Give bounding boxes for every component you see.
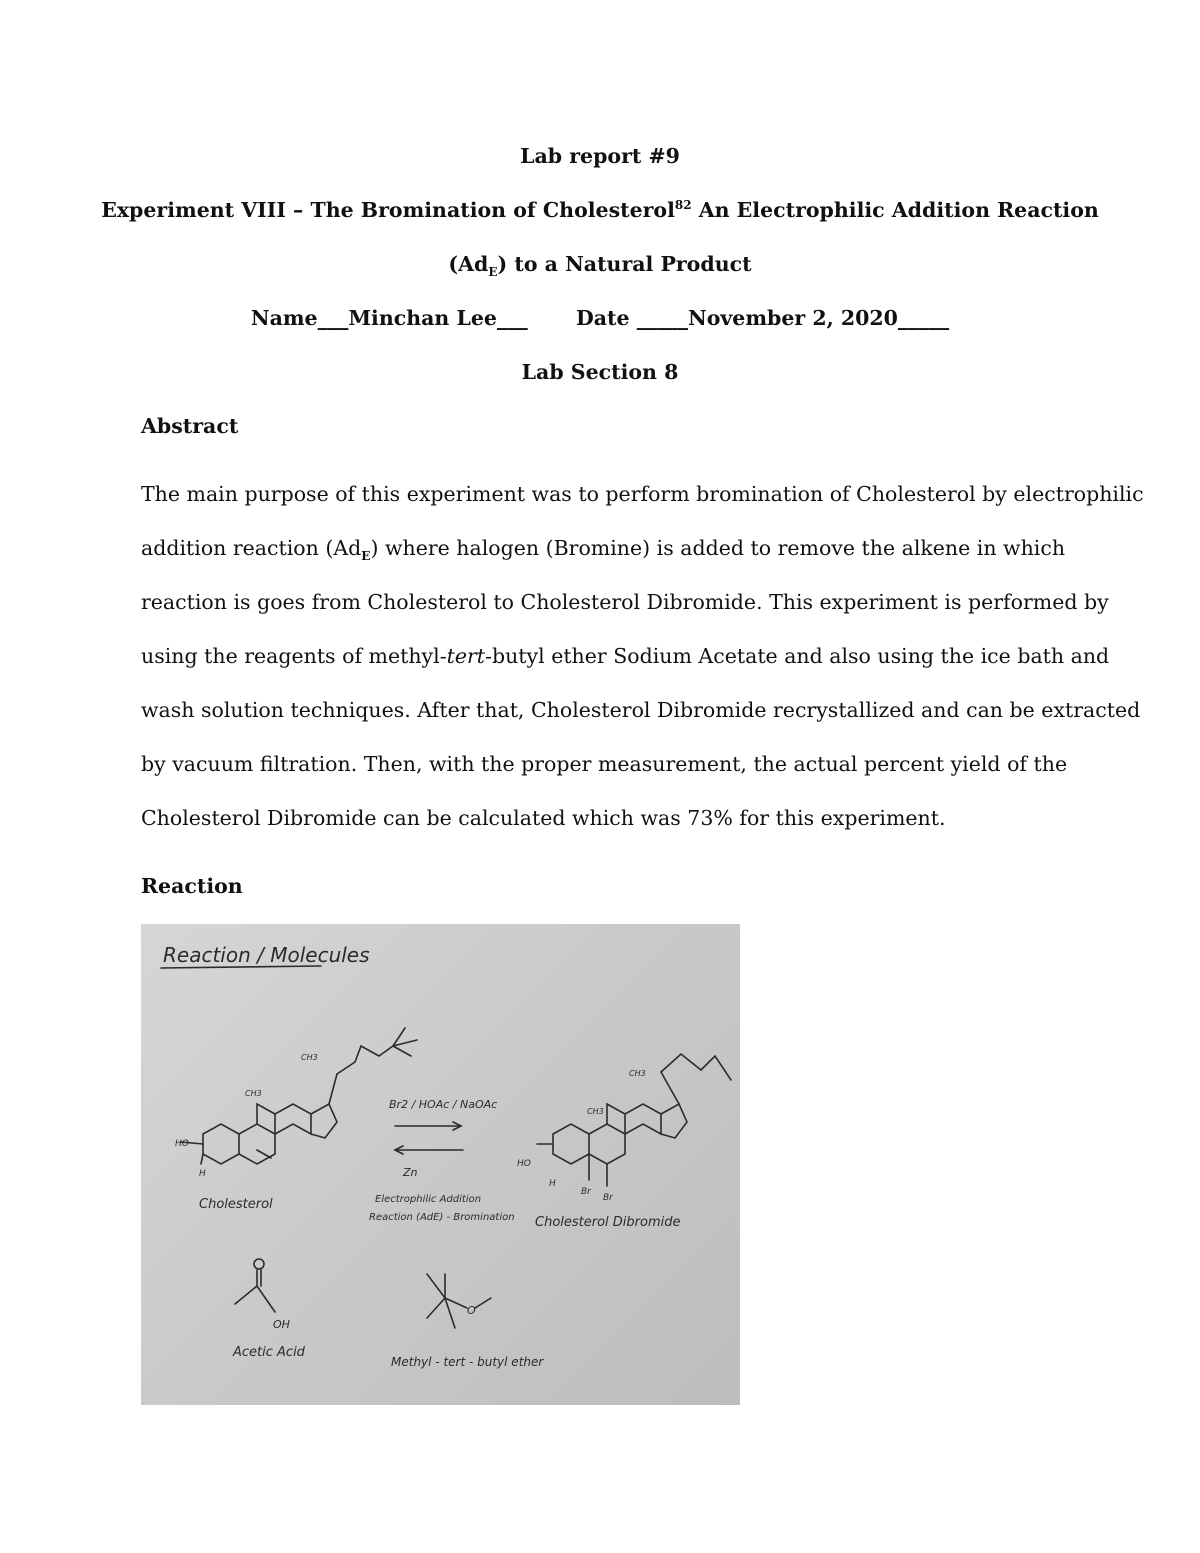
zinc-label: Zn — [403, 1166, 418, 1179]
reaction-photo — [141, 924, 740, 1405]
h-label-product: H — [549, 1179, 556, 1189]
date-value: November 2, 2020 — [687, 306, 898, 330]
ch3-label-product-2: CH3 — [629, 1069, 646, 1078]
experiment-title-line-2 — [0, 250, 1200, 278]
mtbe-label: Methyl - tert - butyl ether — [391, 1355, 544, 1369]
br-label: Br — [603, 1193, 613, 1203]
ade-subscript: E — [488, 265, 498, 280]
ch3-label-2: CH3 — [301, 1053, 318, 1062]
lab-section: Lab Section 8 — [521, 360, 679, 384]
abstract-heading: Abstract — [141, 414, 239, 438]
ch3-label: CH3 — [245, 1089, 262, 1098]
reaction-type-label-2: Reaction (AdE) - Bromination — [369, 1212, 515, 1223]
acetic-acid-label: Acetic Acid — [233, 1345, 305, 1360]
cholesterol-dibromide-label: Cholesterol Dibromide — [535, 1215, 681, 1230]
h-label: H — [199, 1169, 206, 1179]
reagent-label: Br2 / HOAc / NaOAc — [389, 1098, 498, 1111]
ho-label: HO — [175, 1139, 189, 1149]
abstract-line: using the reagents of methyl-tert-butyl ether Sodium Acetate and also using the ice bath and — [141, 644, 1110, 668]
experiment-title-part-b: An Electrophilic Addition Reaction — [691, 198, 1099, 222]
name-value: Minchan Lee — [348, 306, 497, 330]
abstract-line: wash solution techniques. After that, Cholesterol Dibromide recrystallized and can be extracted — [141, 698, 1141, 722]
experiment-title-part-a: Experiment VIII – The Bromination of Cholesterol — [101, 198, 675, 222]
name-date-line: Name___Minchan Lee___ Date _____November 2, 2020_____ — [250, 306, 950, 330]
reaction-heading: Reaction — [141, 874, 243, 898]
experiment-title-line-1 — [0, 196, 1200, 224]
cholesterol-label: Cholesterol — [199, 1197, 273, 1212]
report-title: Lab report #9 — [520, 144, 680, 168]
oh-label: OH — [273, 1318, 290, 1331]
name-label: Name — [250, 306, 318, 330]
abstract-line: addition reaction $(Ad_E)$ where halogen (Bromine) is added to remove the alkene in which — [141, 536, 1066, 564]
reaction-drawing — [141, 924, 740, 1405]
br-label-2: Br — [581, 1187, 591, 1197]
experiment-title-part-c: (Ad — [448, 252, 489, 276]
experiment-title-part-d: ) to a Natural Product — [497, 252, 752, 276]
abstract-body — [141, 467, 1144, 845]
reference-superscript: 82 — [674, 198, 692, 213]
figure-title: Reaction / Molecules — [163, 943, 370, 967]
abstract-line: Cholesterol Dibromide can be calculated which was 73% for this experiment. — [141, 806, 946, 830]
ho-label-product: HO — [517, 1159, 531, 1169]
abstract-line: by vacuum filtration. Then, with the proper measurement, the actual percent yield of the — [141, 752, 1068, 776]
reaction-type-label-1: Electrophilic Addition — [375, 1194, 482, 1205]
ch3-label-product: CH3 — [587, 1107, 604, 1116]
abstract-line: The main purpose of this experiment was to perform bromination of Cholesterol by electrophilic — [141, 482, 1144, 506]
abstract-line: reaction is goes from Cholesterol to Cholesterol Dibromide. This experiment is performed by — [141, 590, 1109, 614]
date-label: Date — [575, 306, 630, 330]
o-label: O — [467, 1304, 476, 1317]
